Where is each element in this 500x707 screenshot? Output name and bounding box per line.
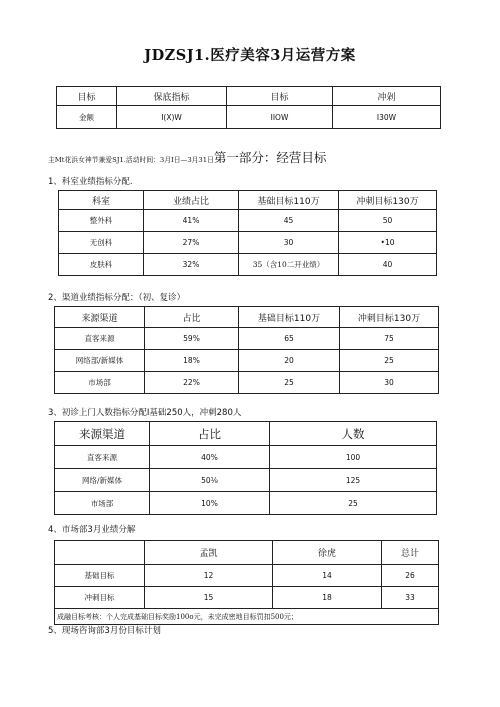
table-cell: 27% — [144, 232, 239, 254]
visitor-table — [54, 421, 437, 515]
table-cell: 网络/新媒体 — [55, 469, 150, 492]
table-header — [55, 541, 145, 565]
summary-cell: I(X)W — [117, 106, 227, 129]
table-cell: 50⅛ — [150, 469, 270, 492]
table-cell: 18 — [273, 587, 382, 609]
table-cell: 41% — [144, 210, 239, 232]
table-cell: 33 — [382, 587, 439, 609]
summary-header: 冲剁 — [333, 87, 441, 106]
table-cell: 30 — [239, 232, 339, 254]
table-cell: 30 — [340, 372, 439, 394]
table-cell: 50 — [339, 210, 437, 232]
section-3-heading: 3、初诊上门人数指标分配I基础250人，冲刺280人 — [48, 408, 242, 418]
table-cell: 125 — [270, 469, 437, 492]
table-cell: 直客来源 — [55, 446, 150, 469]
table-header: 来源渠道 — [55, 422, 150, 446]
part-one-heading: 第一部分：经营目标 — [213, 150, 327, 165]
table-cell: 25 — [340, 350, 439, 372]
table-cell: 65 — [239, 328, 340, 350]
table-cell: 40% — [150, 446, 270, 469]
market-table — [54, 540, 439, 625]
table-cell: 基础目标 — [55, 565, 145, 587]
table-header: 占比 — [145, 307, 239, 328]
channel-table — [54, 306, 439, 394]
table-cell: 75 — [340, 328, 439, 350]
table-cell: 10% — [150, 492, 270, 515]
assessment-note: 成融目标考核：个人完成基础目标奖励100o元，未完成密地目标罚扣500元； — [55, 609, 439, 625]
table-cell: 直客来源 — [55, 328, 145, 350]
table-header: 科室 — [59, 191, 144, 210]
table-cell: •10 — [339, 232, 437, 254]
summary-header: 保底指标 — [117, 87, 227, 106]
table-header: 冲刺目标130万 — [339, 191, 437, 210]
section-1-heading: 1、科室业绩指标分配. — [48, 177, 133, 187]
intro-line — [48, 147, 326, 166]
summary-table — [56, 86, 441, 129]
summary-header: 目标 — [57, 87, 117, 106]
table-header: 基础目标110万 — [239, 307, 340, 328]
table-cell: 35（含10二开业绩） — [239, 254, 339, 276]
table-cell: 皮肤科 — [59, 254, 144, 276]
table-cell: 15 — [145, 587, 273, 609]
table-cell: 整外科 — [59, 210, 144, 232]
table-cell: 25 — [239, 372, 340, 394]
summary-cell: 金额 — [57, 106, 117, 129]
campaign-info: 主Mt花浜女神节兼爱SJ1.活动时间：3月I日—3月31日 — [48, 156, 214, 164]
department-table — [58, 190, 437, 276]
table-cell: 25 — [270, 492, 437, 515]
table-header: 来源渠道 — [55, 307, 145, 328]
table-cell: 32% — [144, 254, 239, 276]
section-2-heading: 2、渠道业绩指标分配：（初、复诊） — [48, 293, 186, 303]
table-header: 业绩占比 — [144, 191, 239, 210]
table-cell: 市场部 — [55, 492, 150, 515]
table-header: 冲刺目标130万 — [340, 307, 439, 328]
table-cell: 45 — [239, 210, 339, 232]
table-header: 孟凯 — [145, 541, 273, 565]
section-5-heading: 5、现场咨询部3月份目标计划 — [48, 626, 161, 636]
table-cell: 18% — [145, 350, 239, 372]
table-cell: 26 — [382, 565, 439, 587]
table-header: 占比 — [150, 422, 270, 446]
section-4-heading: 4、市场部3月业绩分解 — [48, 525, 136, 535]
table-cell: 网络部/新媒体 — [55, 350, 145, 372]
table-cell: 14 — [273, 565, 382, 587]
table-cell: 无创科 — [59, 232, 144, 254]
table-cell: 市场部 — [55, 372, 145, 394]
summary-header: 目标 — [227, 87, 333, 106]
table-cell: 40 — [339, 254, 437, 276]
table-header: 基础目标110万 — [239, 191, 339, 210]
table-cell: 20 — [239, 350, 340, 372]
table-header: 徐虎 — [273, 541, 382, 565]
table-cell: 100 — [270, 446, 437, 469]
summary-cell: IIOW — [227, 106, 333, 129]
table-header: 总计 — [382, 541, 439, 565]
summary-cell: I30W — [333, 106, 441, 129]
table-cell: 22% — [145, 372, 239, 394]
page-title: JDZSJ1.医疗美容3月运营方案 — [144, 47, 356, 64]
table-cell: 冲刺目标 — [55, 587, 145, 609]
table-cell: 59% — [145, 328, 239, 350]
table-cell: 12 — [145, 565, 273, 587]
table-header: 人数 — [270, 422, 437, 446]
